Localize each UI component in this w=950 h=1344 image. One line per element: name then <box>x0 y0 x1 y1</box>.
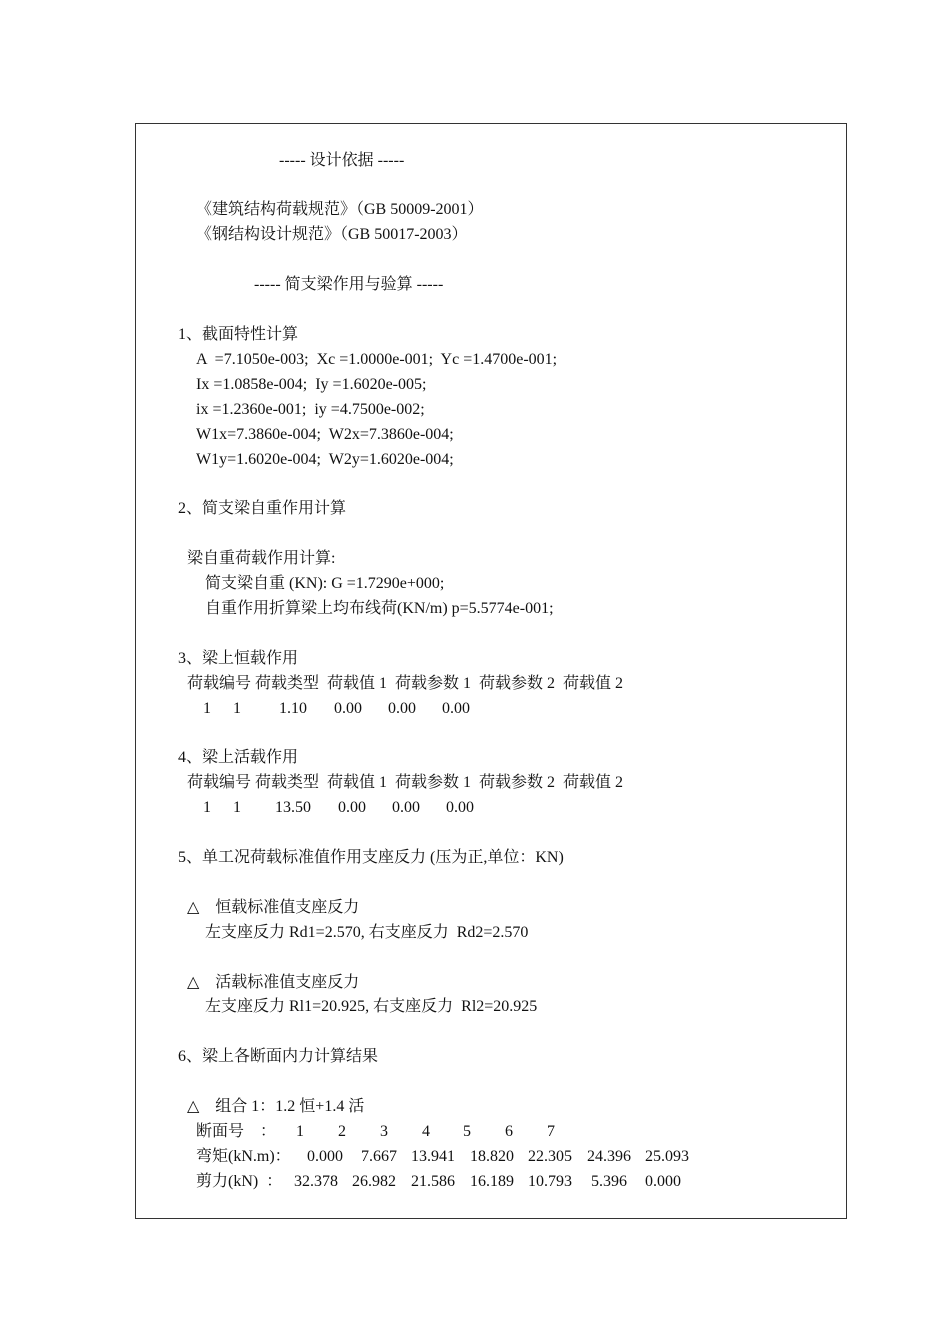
shear-value: 16.189 <box>470 1173 514 1190</box>
dead-load-reaction-values: 左支座反力 Rd1=2.570, 右支座反力 Rd2=2.570 <box>205 924 529 941</box>
section1-line: A =7.1050e-003; Xc =1.0000e-001; Yc =1.4700e-001; <box>196 351 558 368</box>
design-basis-heading: ----- 设计依据 ----- <box>279 152 405 169</box>
section-number: 7 <box>547 1123 555 1140</box>
section3-title: 3、梁上恒载作用 <box>178 650 299 667</box>
live-load-reaction-heading: △ 活载标准值支座反力 <box>187 974 360 991</box>
section-number: 6 <box>505 1123 513 1140</box>
combination-heading: △ 组合 1：1.2 恒+1.4 活 <box>187 1098 365 1115</box>
section2-line: 自重作用折算梁上均布线荷(KN/m) p=5.5774e-001; <box>205 600 554 617</box>
code-reference-1: 《建筑结构荷载规范》（GB 50009-2001） <box>196 201 484 218</box>
section3-table-header: 荷载编号 荷载类型 荷载值 1 荷载参数 1 荷载参数 2 荷载值 2 <box>187 675 624 692</box>
moment-value: 24.396 <box>587 1148 631 1165</box>
shear-value: 21.586 <box>411 1173 455 1190</box>
dead-load-reaction-heading: △ 恒载标准值支座反力 <box>187 899 360 916</box>
section1-line: Ix =1.0858e-004; Iy =1.6020e-005; <box>196 376 427 393</box>
table-cell: 0.00 <box>338 799 366 816</box>
section4-table-header: 荷载编号 荷载类型 荷载值 1 荷载参数 1 荷载参数 2 荷载值 2 <box>187 774 624 791</box>
table-cell: 13.50 <box>275 799 311 816</box>
section-number: 1 <box>296 1123 304 1140</box>
section-number: 3 <box>380 1123 388 1140</box>
section2-subtitle: 梁自重荷载作用计算: <box>187 550 336 567</box>
section-number: 5 <box>463 1123 471 1140</box>
shear-value: 5.396 <box>591 1173 627 1190</box>
section2-title: 2、简支梁自重作用计算 <box>178 500 347 517</box>
section-number-label: 断面号 ： <box>196 1123 277 1140</box>
shear-value: 10.793 <box>528 1173 572 1190</box>
section6-title: 6、梁上各断面内力计算结果 <box>178 1048 379 1065</box>
beam-heading: ----- 简支梁作用与验算 ----- <box>254 276 444 293</box>
shear-value: 26.982 <box>352 1173 396 1190</box>
section1-line: W1y=1.6020e-004; W2y=1.6020e-004; <box>196 451 454 468</box>
section1-line: ix =1.2360e-001; iy =4.7500e-002; <box>196 401 425 418</box>
moment-value: 22.305 <box>528 1148 572 1165</box>
table-cell: 1 <box>233 700 241 717</box>
section4-title: 4、梁上活载作用 <box>178 749 299 766</box>
moment-value: 18.820 <box>470 1148 514 1165</box>
table-cell: 1 <box>203 799 211 816</box>
shear-label: 剪力(kN) ： <box>196 1173 283 1190</box>
table-cell: 1 <box>233 799 241 816</box>
section1-title: 1、截面特性计算 <box>178 326 299 343</box>
shear-value: 0.000 <box>645 1173 681 1190</box>
table-cell: 0.00 <box>446 799 474 816</box>
shear-value: 32.378 <box>294 1173 338 1190</box>
section5-title: 5、单工况荷载标准值作用支座反力 (压为正,单位：KN) <box>178 849 564 866</box>
moment-value: 0.000 <box>307 1148 343 1165</box>
table-cell: 0.00 <box>334 700 362 717</box>
table-cell: 1 <box>203 700 211 717</box>
live-load-reaction-values: 左支座反力 Rl1=20.925, 右支座反力 Rl2=20.925 <box>205 998 538 1015</box>
moment-value: 25.093 <box>645 1148 689 1165</box>
section2-line: 简支梁自重 (KN): G =1.7290e+000; <box>205 575 445 592</box>
table-cell: 1.10 <box>279 700 307 717</box>
section1-line: W1x=7.3860e-004; W2x=7.3860e-004; <box>196 426 454 443</box>
moment-value: 7.667 <box>361 1148 397 1165</box>
table-cell: 0.00 <box>388 700 416 717</box>
section-number: 4 <box>422 1123 430 1140</box>
table-cell: 0.00 <box>392 799 420 816</box>
section-number: 2 <box>338 1123 346 1140</box>
moment-label: 弯矩(kN.m)： <box>196 1148 291 1165</box>
moment-value: 13.941 <box>411 1148 455 1165</box>
table-cell: 0.00 <box>442 700 470 717</box>
code-reference-2: 《钢结构设计规范》（GB 50017-2003） <box>196 226 468 243</box>
